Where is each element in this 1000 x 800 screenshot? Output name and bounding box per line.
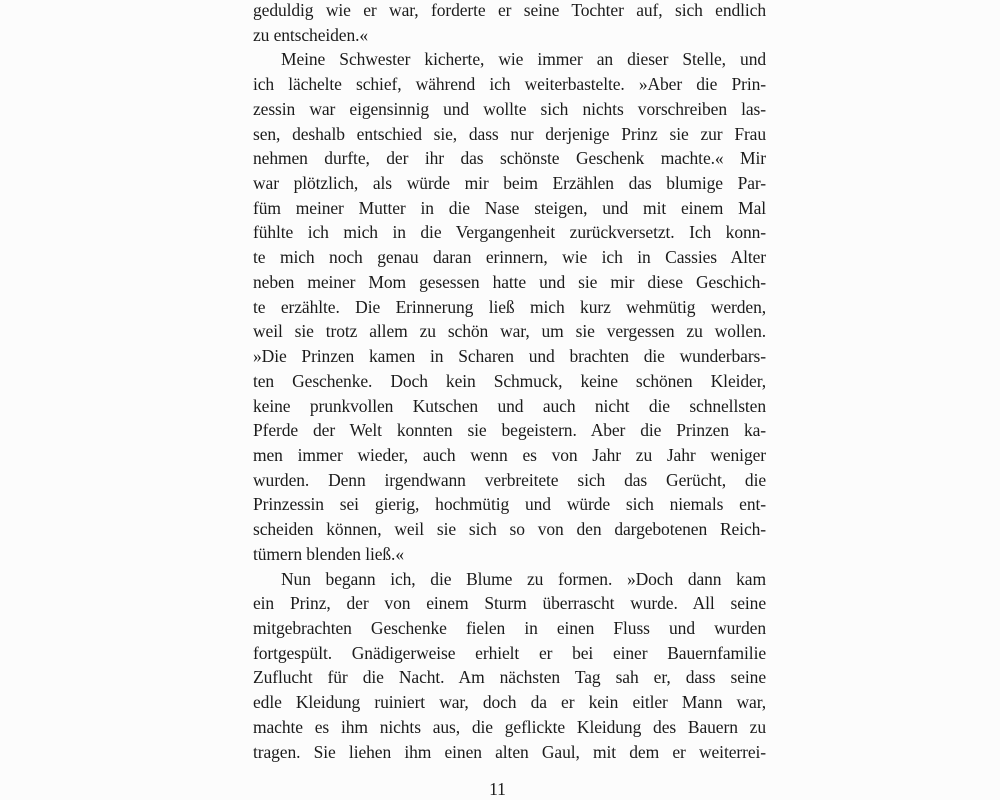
text-line: scheiden können, weil sie sich so von den dargebotenen Reich- [253, 519, 766, 540]
text-line: füm meiner Mutter in die Nase steigen, und mit einem Mal [253, 197, 766, 218]
text-line: geduldig wie er war, forderte er seine Tochter auf, sich endlich [253, 0, 766, 20]
text-line: wurden. Denn irgendwann verbreitete sich das Gerücht, die [253, 469, 766, 490]
page-number: 11 [489, 779, 506, 799]
text-line: Zuflucht für die Nacht. Am nächsten Tag sah er, dass seine [253, 667, 766, 688]
text-line: sen, deshalb entschied sie, dass nur derjenige Prinz sie zur Frau [253, 123, 766, 144]
text-line: te erzählte. Die Erinnerung ließ mich kurz wehmütig werden, [253, 296, 766, 317]
text-line: Meine Schwester kicherte, wie immer an dieser Stelle, und [281, 49, 766, 70]
text-line: mitgebrachten Geschenke fielen in einen Fluss und wurden [253, 617, 766, 638]
text-line: edle Kleidung ruiniert war, doch da er kein eitler Mann war, [253, 692, 766, 713]
body-text [253, 0, 766, 764]
text-line: Prinzessin sei gierig, hochmütig und würde sich niemals ent- [253, 494, 766, 515]
text-line: tragen. Sie liehen ihm einen alten Gaul, mit dem er weiterrei- [253, 741, 766, 762]
text-line: fortgespült. Gnädigerweise erhielt er bei einer Bauernfamilie [253, 642, 766, 663]
text-line: men immer wieder, auch wenn es von Jahr zu Jahr weniger [253, 444, 766, 465]
text-line: ich lächelte schief, während ich weiterbastelte. »Aber die Prin- [253, 74, 766, 95]
text-line: zessin war eigensinnig und wollte sich nichts vorschreiben las- [253, 98, 766, 119]
text-line: te mich noch genau daran erinnern, wie ich in Cassies Alter [253, 247, 766, 268]
text-line: »Die Prinzen kamen in Scharen und brachten die wunderbars- [253, 346, 766, 367]
text-line: neben meiner Mom gesessen hatte und sie mir diese Geschich- [253, 271, 766, 292]
text-line: keine prunkvollen Kutschen und auch nicht die schnellsten [253, 395, 766, 416]
text-line: ten Geschenke. Doch kein Schmuck, keine schönen Kleider, [253, 370, 766, 391]
text-line: zu entscheiden.« [253, 24, 369, 45]
text-line: weil sie trotz allem zu schön war, um sie vergessen zu wollen. [253, 321, 766, 342]
text-line: nehmen durfte, der ihr das schönste Geschenk machte.« Mir [253, 148, 766, 169]
text-line: machte es ihm nichts aus, die geflickte Kleidung des Bauern zu [253, 716, 766, 737]
text-line: ein Prinz, der von einem Sturm überrascht wurde. All seine [253, 593, 766, 614]
text-line: Nun begann ich, die Blume zu formen. »Doch dann kam [281, 568, 766, 589]
text-line: war plötzlich, als würde mir beim Erzählen das blumige Par- [253, 173, 766, 194]
text-line: Pferde der Welt konnten sie begeistern. Aber die Prinzen ka- [253, 420, 766, 441]
text-line: fühlte ich mich in die Vergangenheit zurückversetzt. Ich konn- [253, 222, 766, 243]
text-line: tümern blenden ließ.« [253, 543, 404, 564]
